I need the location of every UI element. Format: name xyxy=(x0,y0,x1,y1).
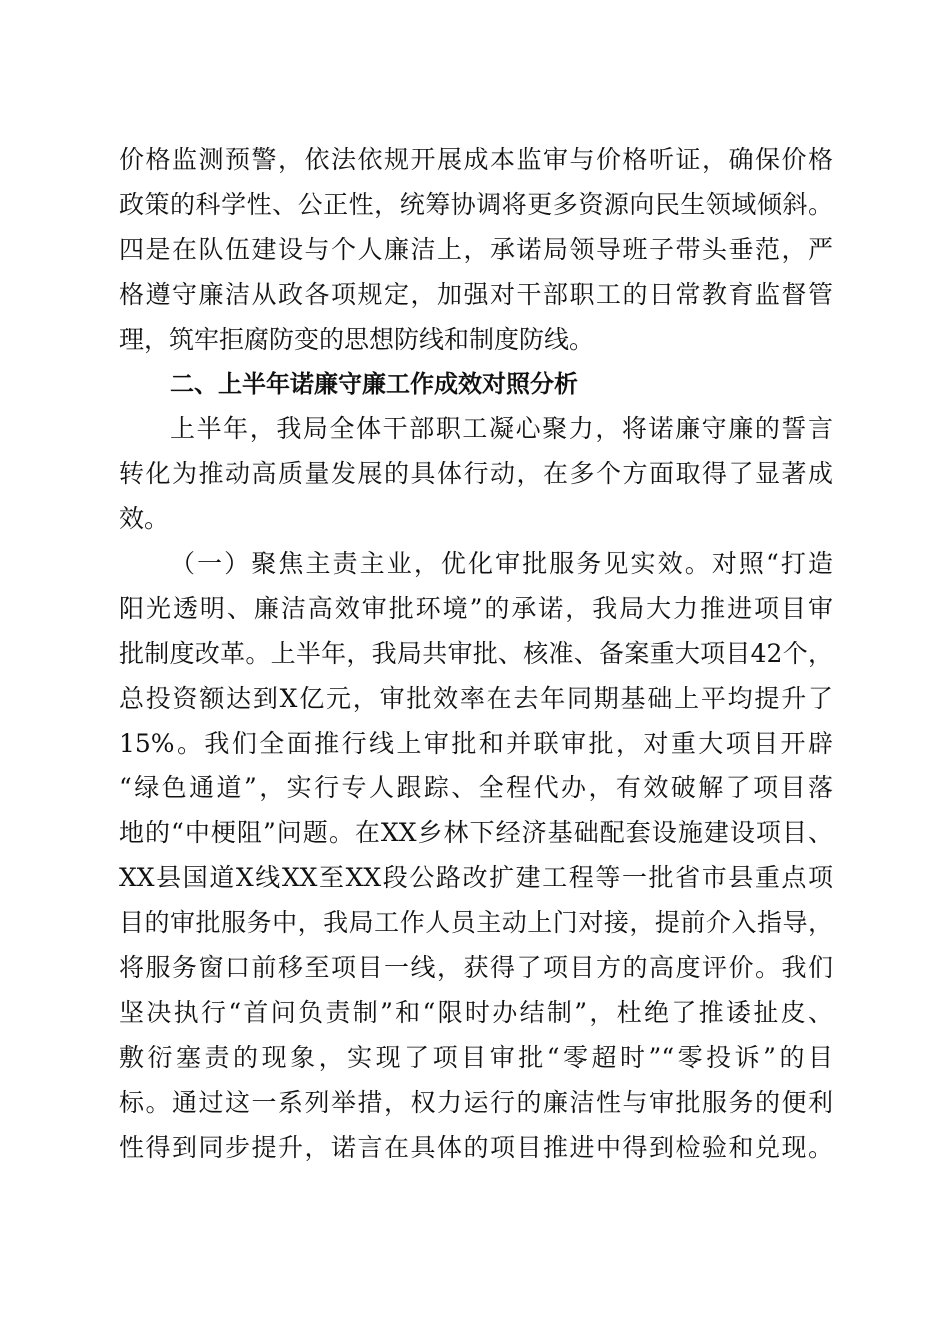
text-line: 政策的科学性、公正性，统筹协调将更多资源向民生领域倾斜。 xyxy=(119,189,833,219)
text-line: 上半年，我局全体干部职工凝心聚力，将诺廉守廉的誓言 xyxy=(170,414,833,444)
text-line: 效。 xyxy=(119,504,170,534)
text-line: “绿色通道”，实行专人跟踪、全程代办，有效破解了项目落 xyxy=(119,773,833,803)
text-line: 标。通过这一系列举措，权力运行的廉洁性与审批服务的便利 xyxy=(119,1087,833,1117)
text-line: 转化为推动高质量发展的具体行动，在多个方面取得了显著成 xyxy=(119,459,833,489)
subsection-lead-line: （一）聚焦主责主业，优化审批服务见实效。对照“打造 xyxy=(170,549,833,579)
document-body xyxy=(119,138,833,1170)
text-line: 敷衍塞责的现象，实现了项目审批“零超时”“零投诉”的目 xyxy=(119,1042,833,1072)
text-line: 将服务窗口前移至项目一线，获得了项目方的高度评价。我们 xyxy=(119,953,833,983)
section-heading: 二、上半年诺廉守廉工作成效对照分析 xyxy=(170,370,578,399)
text-line: 四是在队伍建设与个人廉洁上，承诺局领导班子带头垂范，严 xyxy=(119,234,833,264)
text-line: XX县国道X线XX至XX段公路改扩建工程等一批省市县重点项 xyxy=(119,863,833,893)
text-line: 批制度改革。上半年，我局共审批、核准、备案重大项目42个， xyxy=(119,638,833,668)
text-line: 性得到同步提升，诺言在具体的项目推进中得到检验和兑现。 xyxy=(119,1132,833,1162)
text-line: 格遵守廉洁从政各项规定，加强对干部职工的日常教育监督管 xyxy=(119,279,833,309)
text-line: 地的“中梗阻”问题。在XX乡林下经济基础配套设施建设项目、 xyxy=(119,818,833,848)
text-line: 目的审批服务中，我局工作人员主动上门对接，提前介入指导， xyxy=(119,908,833,938)
text-line: 价格监测预警，依法依规开展成本监审与价格听证，确保价格 xyxy=(119,145,833,174)
text-line: 总投资额达到X亿元，审批效率在去年同期基础上平均提升了 xyxy=(119,683,833,713)
text-line: 理，筑牢拒腐防变的思想防线和制度防线。 xyxy=(119,324,595,354)
text-line: 15%。我们全面推行线上审批和并联审批，对重大项目开辟 xyxy=(119,728,833,758)
text-line: 坚决执行“首问负责制”和“限时办结制”，杜绝了推诿扯皮、 xyxy=(119,997,833,1027)
text-line: 阳光透明、廉洁高效审批环境”的承诺，我局大力推进项目审 xyxy=(119,593,833,623)
